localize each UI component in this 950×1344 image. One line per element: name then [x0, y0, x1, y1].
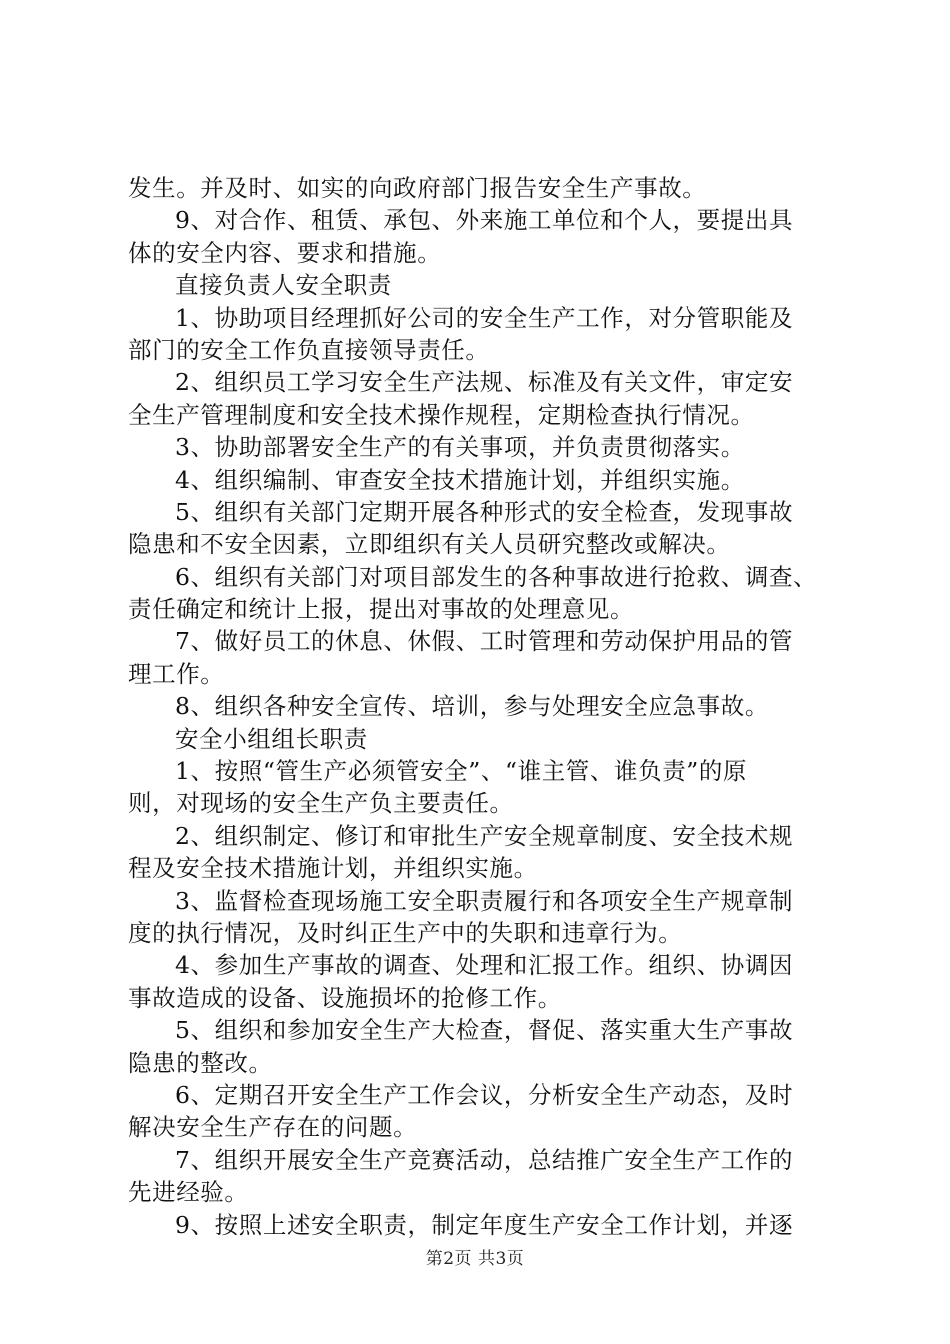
text-line: 隐患和不安全因素，立即组织有关人员研究整改或解决。	[128, 530, 731, 559]
text-line: 直接负责人安全职责	[175, 271, 392, 300]
text-line: 度的执行情况，及时纠正生产中的失职和违章行为。	[128, 918, 683, 947]
text-line: 则，对现场的安全生产负主要责任。	[128, 789, 514, 818]
text-line: 2、组织制定、修订和审批生产安全规章制度、安全技术规	[175, 821, 794, 850]
text-line: 体的安全内容、要求和措施。	[128, 238, 442, 267]
text-line: 部门的安全工作负直接领导责任。	[128, 335, 490, 364]
text-line: 9、按照上述安全职责，制定年度生产安全工作计划，并逐	[175, 1210, 794, 1239]
text-line: 事故造成的设备、设施损坏的抢修工作。	[128, 983, 562, 1012]
text-line: 1、按照“管生产必须管安全”、“谁主管、谁负责”的原	[175, 757, 748, 786]
text-line: 3、协助部署安全生产的有关事项，并负责贯彻落实。	[175, 433, 745, 462]
text-line: 程及安全技术措施计划，并组织实施。	[128, 854, 538, 883]
text-line: 3、监督检查现场施工安全职责履行和各项安全生产规章制	[175, 886, 794, 915]
page-footer: 第2页 共3页	[425, 1249, 525, 1269]
text-line: 1、协助项目经理抓好公司的安全生产工作，对分管职能及	[175, 303, 794, 332]
text-line: 责任确定和统计上报，提出对事故的处理意见。	[128, 595, 635, 624]
text-line: 5、组织有关部门定期开展各种形式的安全检查，发现事故	[175, 497, 794, 526]
text-line: 2、组织员工学习安全生产法规、标准及有关文件，审定安	[175, 368, 794, 397]
document-body	[128, 172, 848, 1241]
text-line: 6、组织有关部门对项目部发生的各种事故进行抢救、调查、	[175, 562, 818, 591]
text-line: 9、对合作、租赁、承包、外来施工单位和个人，要提出具	[175, 206, 794, 235]
text-line: 全生产管理制度和安全技术操作规程，定期检查执行情况。	[128, 400, 755, 429]
text-line: 解决安全生产存在的问题。	[128, 1113, 418, 1142]
text-line: 7、做好员工的休息、休假、工时管理和劳动保护用品的管	[175, 627, 794, 656]
text-line: 7、组织开展安全生产竞赛活动，总结推广安全生产工作的	[175, 1145, 794, 1174]
text-line: 6、定期召开安全生产工作会议，分析安全生产动态，及时	[175, 1080, 794, 1109]
text-line: 8、组织各种安全宣传、培训，参与处理安全应急事故。	[175, 692, 769, 721]
text-line: 4、参加生产事故的调查、处理和汇报工作。组织、协调因	[175, 951, 794, 980]
text-line: 安全小组组长职责	[175, 724, 368, 753]
text-line: 4、组织编制、审查安全技术措施计划，并组织实施。	[175, 465, 745, 494]
text-line: 5、组织和参加安全生产大检查，督促、落实重大生产事故	[175, 1016, 794, 1045]
text-line: 隐患的整改。	[128, 1048, 273, 1077]
text-line: 先进经验。	[128, 1178, 249, 1207]
text-line: 发生。并及时、如实的向政府部门报告安全生产事故。	[128, 174, 707, 202]
text-line: 理工作。	[128, 659, 225, 688]
